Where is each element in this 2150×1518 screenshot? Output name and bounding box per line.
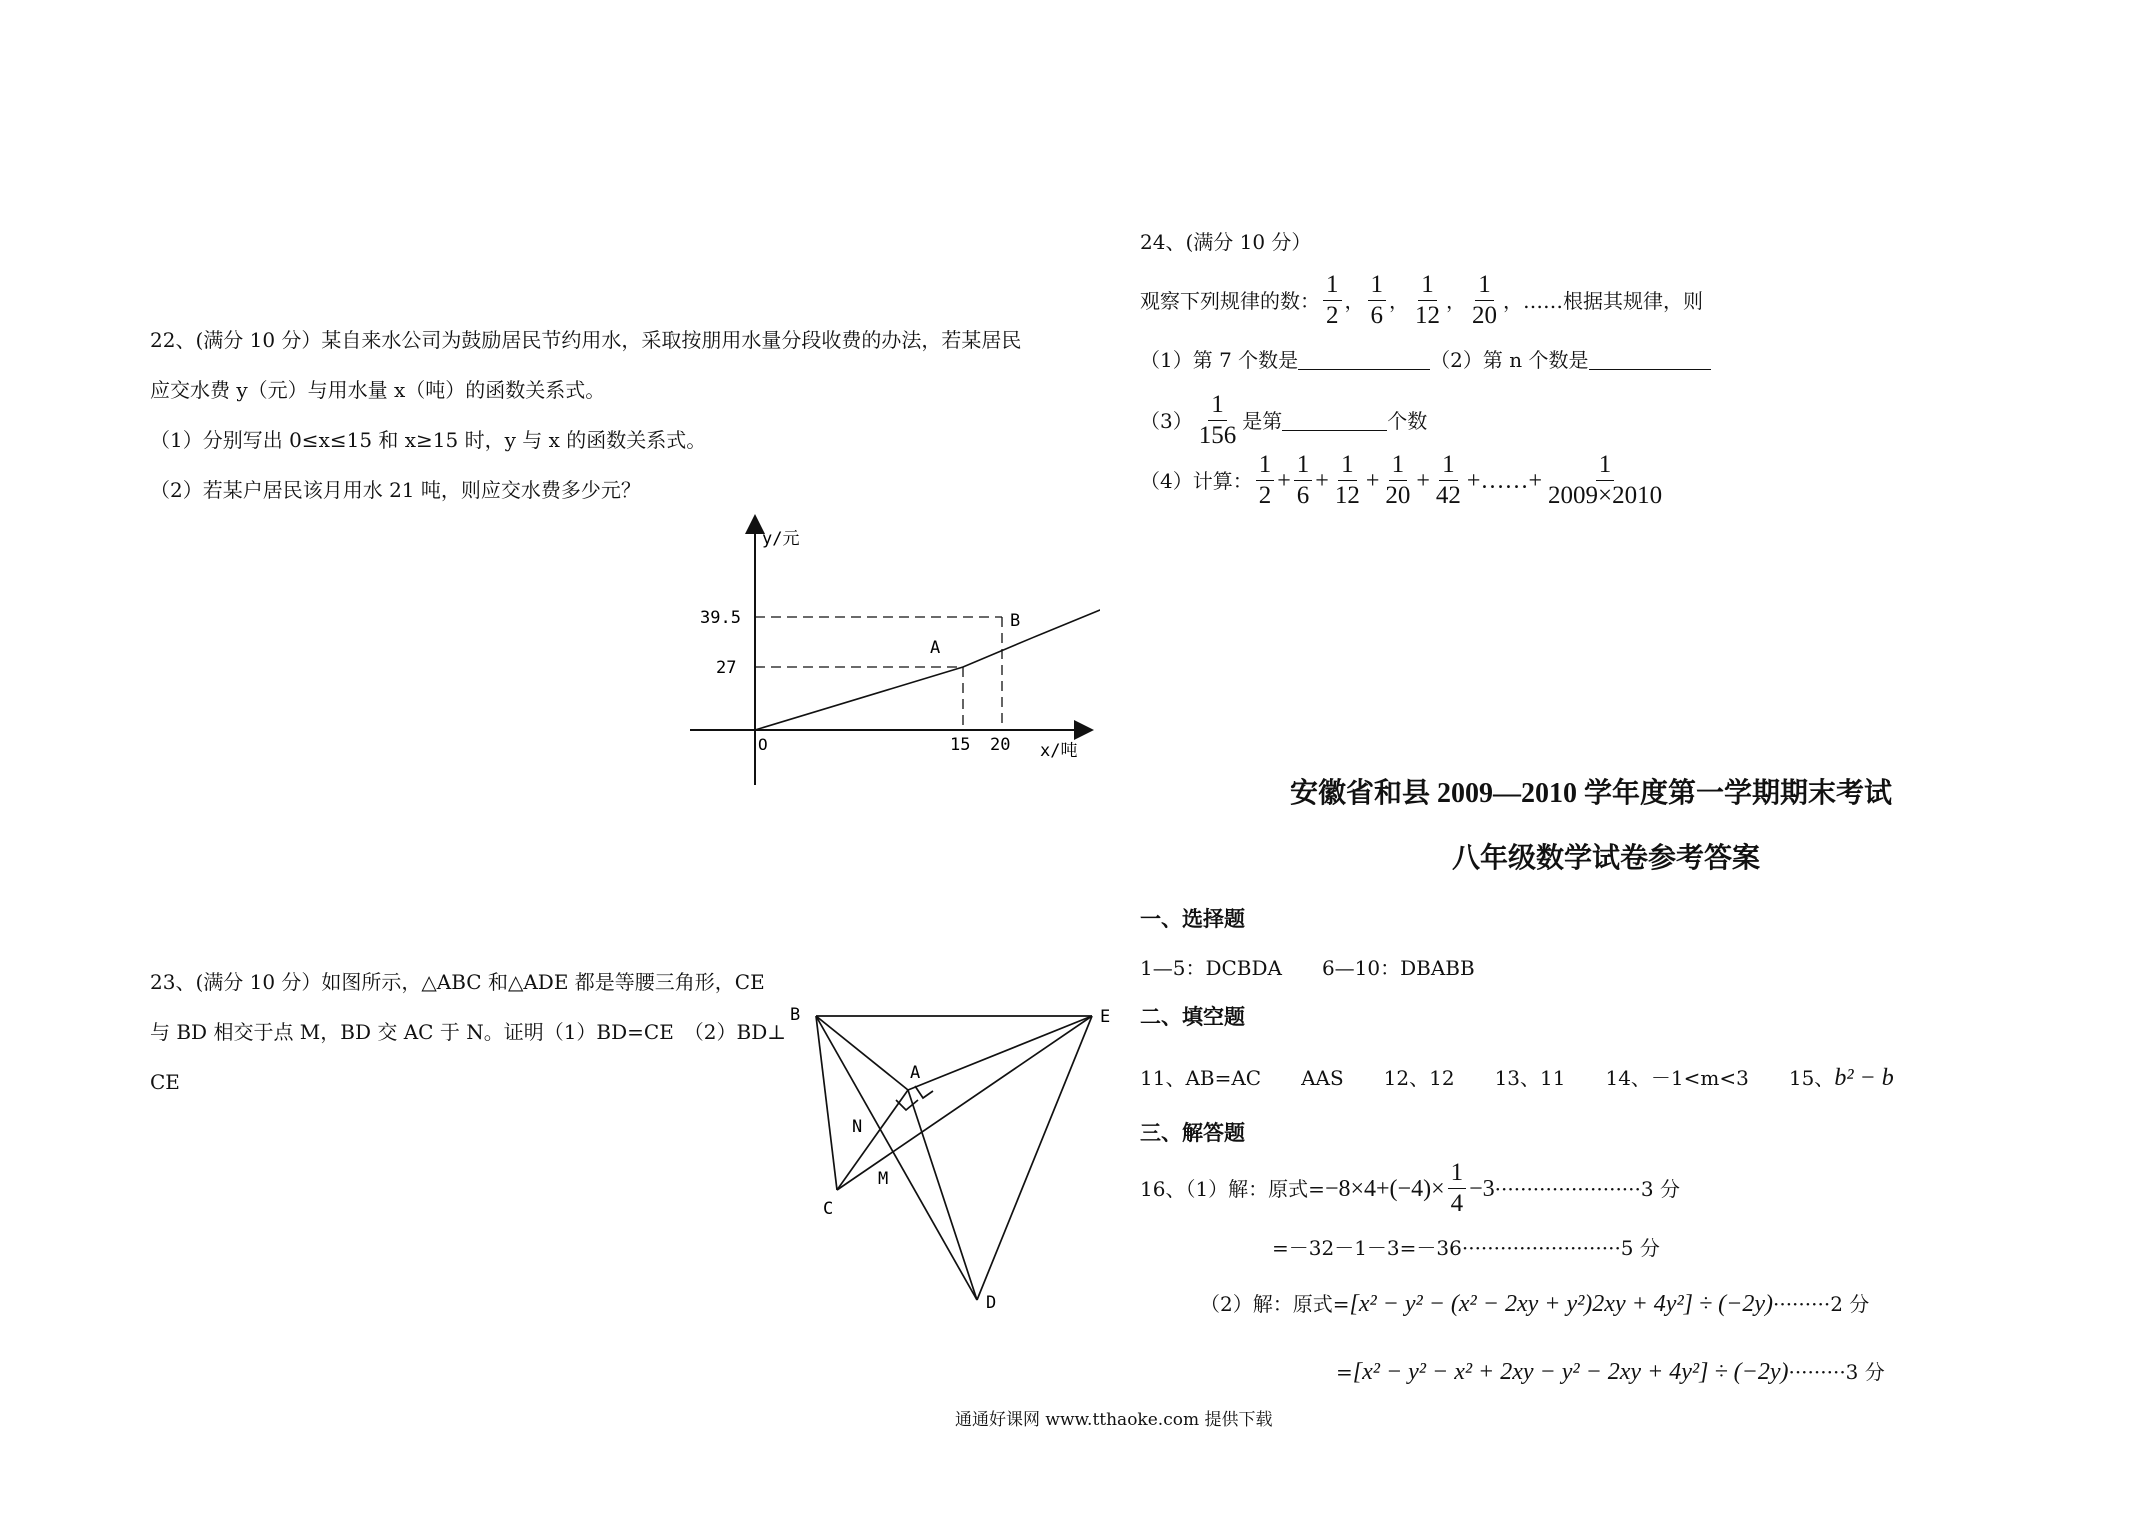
label-d: D [986, 1293, 997, 1313]
section-2-heading: 二、填空题 [1140, 1004, 1245, 1029]
seq-frac-1: $\frac{1}{2}$ [1323, 272, 1342, 330]
seq-frac-2: $\frac{1}{6}$ [1368, 272, 1387, 330]
label-c: C [823, 1199, 834, 1219]
seq-sep: ， [1446, 288, 1466, 313]
q24-observe-suffix: ，……根据其规律，则 [1503, 288, 1703, 313]
water-fee-graph [680, 510, 1100, 790]
y-tick-39-5: 39.5 [700, 608, 741, 628]
section-1-heading: 一、选择题 [1140, 906, 1245, 931]
label-b: B [790, 1005, 801, 1025]
q24-sub3-line: （3） $\frac{1}{156}$ 是第 个数 [1140, 391, 1428, 450]
q24-title: 24、(满分 10 分） [1140, 230, 1312, 254]
frac-last: $\frac{1}{2009\times 2010}$ [1548, 451, 1663, 510]
q24-sub4-line: （4）计算： $\frac{1}{2}$ + $\frac{1}{6}$ + $\frac{1}{12}$ + $\frac{1}{20}$ + $\frac{1}{42}$ +……+ $\frac{1}{2009\times 2010}$ [1140, 452, 1668, 510]
q22-line2: 应交水费 y（元）与用水量 x（吨）的函数关系式。 [150, 378, 606, 402]
label-a: A [910, 1063, 921, 1083]
q22-sub1: （1）分别写出 0≤x≤15 和 x≥15 时，y 与 x 的函数关系式。 [150, 428, 707, 452]
point-b-label: B [1010, 611, 1021, 631]
seq-frac-3: $\frac{1}{12}$ [1415, 271, 1440, 330]
q24-sub1-line: （1）第 7 个数是 （2）第 n 个数是 [1140, 350, 1711, 370]
section-3-heading: 三、解答题 [1140, 1120, 1245, 1145]
y-axis-label: y/元 [762, 529, 800, 549]
q23-line2: 与 BD 相交于点 M，BD 交 AC 于 N。证明（1）BD=CE （2）BD⊥ [150, 1020, 787, 1044]
x-tick-20: 20 [990, 735, 1011, 755]
frac-1-156: $\frac{1}{156}$ [1198, 391, 1237, 450]
q23-line3: CE [150, 1070, 180, 1094]
s16-1-line2: =－32－1－3=－36·························5 分 [1272, 1236, 1660, 1260]
answer-title-2: 八年级数学试卷参考答案 [1452, 843, 1761, 874]
s16-2-line2: =[x² − y² − x² + 2xy − y² − 2xy + 4y²] ÷ (−2y)·········3 分 [1336, 1359, 1885, 1385]
answer-fill: 11、AB=AC AAS 12、12 13、11 14、－1<m<3 15、b² − b [1140, 1065, 1894, 1091]
origin-label: O [758, 735, 768, 754]
q24-observe-line [1140, 272, 1703, 330]
q24-observe-prefix: 观察下列规律的数： [1140, 288, 1320, 313]
q23-line1: 23、(满分 10 分）如图所示，△ABC 和△ADE 都是等腰三角形，CE [150, 970, 765, 994]
function-line [755, 590, 1100, 730]
answer-title-1: 安徽省和县 2009—2010 学年度第一学期期末考试 [1290, 778, 1893, 809]
point-a-label: A [930, 638, 941, 658]
y-tick-27: 27 [716, 658, 737, 678]
seq-sep: ， [1389, 288, 1409, 313]
label-n: N [852, 1117, 863, 1137]
seq-frac-4: $\frac{1}{20}$ [1472, 271, 1497, 330]
x-axis-label: x/吨 [1040, 741, 1078, 761]
x-tick-15: 15 [950, 735, 971, 755]
label-e: E [1100, 1007, 1111, 1027]
s16-2-line1: （2）解：原式=[x² − y² − (x² − 2xy + y²)2xy + 4y²] ÷ (−2y)·········2 分 [1200, 1291, 1870, 1317]
q22-line1: 22、(满分 10 分）某自来水公司为鼓励居民节约用水，采取按朋用水量分段收费的办法，若某居民 [150, 328, 1022, 352]
label-m: M [878, 1169, 889, 1189]
answer-choice: 1—5：DCBDA 6—10：DBABB [1140, 956, 1475, 980]
q22-sub2: （2）若某户居民该月用水 21 吨，则应交水费多少元？ [150, 478, 641, 502]
footer-credit: 通通好课网 www.tthaoke.com 提供下载 [955, 1410, 1273, 1430]
seq-sep: ， [1344, 288, 1365, 313]
triangle-figure [780, 990, 1140, 1320]
s16-1-line1: 16、（1）解：原式= −8×4+(−4)× $\frac{1}{4}$ −3 ·······················3 分 [1140, 1159, 1680, 1218]
